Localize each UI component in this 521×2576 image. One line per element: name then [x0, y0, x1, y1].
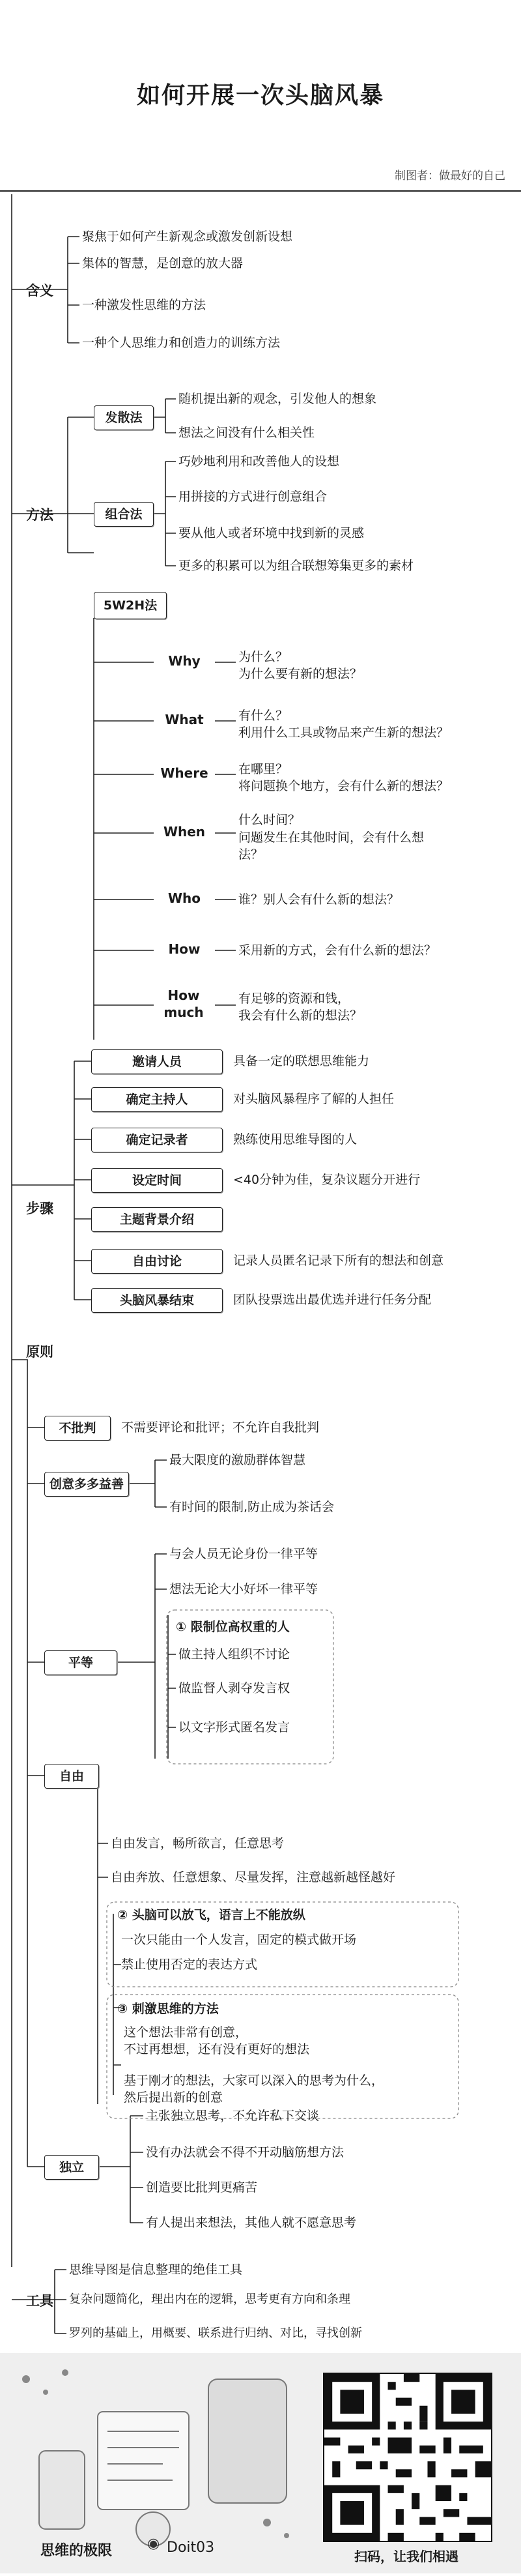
zuhe-item: 巧妙地利用和改善他人的设想	[178, 454, 340, 469]
step-node: 设定时间	[91, 1168, 223, 1193]
step-desc: <40分钟为佳，复杂议题分开进行	[233, 1173, 421, 1187]
principle-desc: 然后提出新的创意	[124, 2090, 223, 2105]
step-node: 主题背景介绍	[91, 1207, 223, 1232]
w5h2-value: 什么时间？	[238, 813, 301, 827]
step-desc: 团队投票选出最优选并进行任务分配	[233, 1293, 432, 1307]
section-principles-label: 原则	[26, 1344, 53, 1360]
w5h2-key: How much	[163, 988, 204, 1020]
step-desc: 记录人员匿名记录下所有的想法和创意	[233, 1253, 444, 1268]
principle-desc: 有时间的限制,防止成为茶话会	[169, 1500, 335, 1514]
section-steps-label: 步骤	[26, 1201, 53, 1216]
section-meaning-label: 含义	[26, 283, 53, 299]
wechat-icon: ◉	[147, 2536, 160, 2552]
zuhe-item: 要从他人或者环境中找到新的灵感	[178, 526, 365, 540]
principle-desc: 做监督人剥夺发言权	[178, 1681, 290, 1695]
qr-code-pattern	[324, 2374, 491, 2541]
w5h2-value: 为什么？	[238, 650, 289, 664]
principle-desc: 最大限度的激励群体智慧	[169, 1453, 306, 1467]
principle-sub-heading: ③ 刺激思维的方法	[117, 2002, 219, 2016]
zuhe-node: 组合法	[94, 502, 154, 527]
step-desc: 熟练使用思维导图的人	[233, 1132, 358, 1147]
principle-desc: 想法无论大小好坏一律平等	[169, 1582, 318, 1596]
principle-node: 不批判	[44, 1416, 111, 1441]
qr-caption: 扫码，让我们相遇	[354, 2549, 458, 2564]
principle-node: 平等	[44, 1650, 117, 1675]
principle-sub-heading: ① 限制位高权重的人	[176, 1620, 290, 1634]
step-node: 确定主持人	[91, 1087, 223, 1112]
principle-desc: 不过再想想，还有没有更好的想法	[124, 2042, 310, 2056]
principle-desc: 与会人员无论身份一律平等	[169, 1547, 318, 1561]
step-node: 头脑风暴结束	[91, 1288, 223, 1313]
w5h2-value: 问题发生在其他时间，会有什么想法？	[238, 830, 425, 862]
fasan-node: 发散法	[94, 405, 154, 430]
meaning-item: 一种个人思维力和创造力的训练方法	[82, 336, 281, 350]
w5h2-value: 在哪里？	[238, 762, 289, 776]
fasan-item: 随机提出新的观念，引发他人的想象	[178, 392, 377, 406]
principle-sub-heading: ② 头脑可以放飞，语言上不能放纵	[117, 1908, 305, 1922]
principle-desc: 有人提出来想法，其他人就不愿意思考	[146, 2216, 357, 2230]
tools-item: 复杂问题简化，理出内在的逻辑，思考更有方向和条理	[69, 2292, 350, 2306]
w5h2-key: Where	[160, 765, 208, 781]
w5h2-value: 有什么？	[238, 709, 289, 723]
w5h2-node: 5W2H法	[94, 592, 167, 619]
principle-desc: 做主持人组织不讨论	[178, 1647, 290, 1661]
w5h2-value: 利用什么工具或物品来产生新的想法？	[238, 725, 449, 740]
step-node: 邀请人员	[91, 1049, 223, 1074]
principle-desc: 不需要评论和批评；不允许自我批判	[121, 1420, 320, 1435]
meaning-item: 聚焦于如何产生新观念或激发创新设想	[82, 229, 293, 244]
section-method-label: 方法	[26, 507, 53, 523]
w5h2-key: How	[168, 941, 201, 957]
principle-node: 创意多多益善	[44, 1472, 129, 1497]
principle-desc: 自由发言，畅所欲言，任意思考	[111, 1836, 285, 1851]
w5h2-key: What	[165, 712, 204, 727]
wechat-id: Doit03	[167, 2539, 215, 2556]
w5h2-key: Why	[168, 653, 201, 669]
principle-node: 独立	[44, 2155, 99, 2180]
section-tools-label: 工具	[26, 2293, 53, 2309]
w5h2-value: 为什么要有新的想法？	[238, 667, 363, 681]
step-node: 自由讨论	[91, 1249, 223, 1274]
tools-item: 思维导图是信息整理的绝佳工具	[69, 2262, 243, 2277]
brand-name: 思维的极限	[40, 2543, 113, 2559]
meaning-item: 一种激发性思维的方法	[82, 298, 206, 312]
principle-desc: 基于刚才的想法，大家可以深入的思考为什么，	[124, 2073, 384, 2088]
w5h2-key: Who	[167, 890, 201, 906]
principle-desc: 禁止使用否定的表达方式	[121, 1957, 258, 1972]
page-title: 如何开展一次头脑风暴	[136, 82, 384, 109]
w5h2-value: 将问题换个地方，会有什么新的想法？	[238, 779, 449, 793]
step-desc: 对头脑风暴程序了解的人担任	[233, 1092, 395, 1106]
w5h2-value: 我会有什么新的想法？	[238, 1008, 363, 1023]
principle-desc: 没有办法就会不得不开动脑筋想方法	[146, 2145, 345, 2159]
principle-desc: 主张独立思考，不允许私下交谈	[146, 2109, 320, 2123]
principle-desc: 一次只能由一个人发言，固定的模式做开场	[121, 1933, 357, 1947]
tools-item: 罗列的基础上，用概要、联系进行归纳、对比，寻找创新	[69, 2326, 362, 2340]
author-credit: 制图者：做最好的自己	[395, 169, 505, 183]
principle-desc: 自由奔放、任意想象、尽量发挥，注意越新越怪越好	[111, 1870, 396, 1884]
w5h2-value: 采用新的方式，会有什么新的想法？	[238, 943, 437, 958]
step-node: 确定记录者	[91, 1128, 223, 1152]
principle-desc: 创造要比批判更痛苦	[146, 2180, 258, 2195]
meaning-item: 集体的智慧，是创意的放大器	[82, 256, 244, 271]
w5h2-value: 有足够的资源和钱，	[238, 991, 350, 1006]
w5h2-value: 谁？别人会有什么新的想法？	[238, 892, 400, 907]
principle-node: 自由	[44, 1764, 99, 1789]
qr-code	[323, 2373, 492, 2542]
step-desc: 具备一定的联想思维能力	[233, 1054, 370, 1068]
zuhe-item: 用拼接的方式进行创意组合	[178, 490, 328, 504]
principle-desc: 以文字形式匿名发言	[178, 1720, 290, 1734]
principle-desc: 这个想法非常有创意，	[124, 2025, 248, 2040]
w5h2-key: When	[163, 824, 206, 840]
zuhe-item: 更多的积累可以为组合联想筹集更多的素材	[178, 559, 414, 573]
fasan-item: 想法之间没有什么相关性	[178, 426, 315, 440]
